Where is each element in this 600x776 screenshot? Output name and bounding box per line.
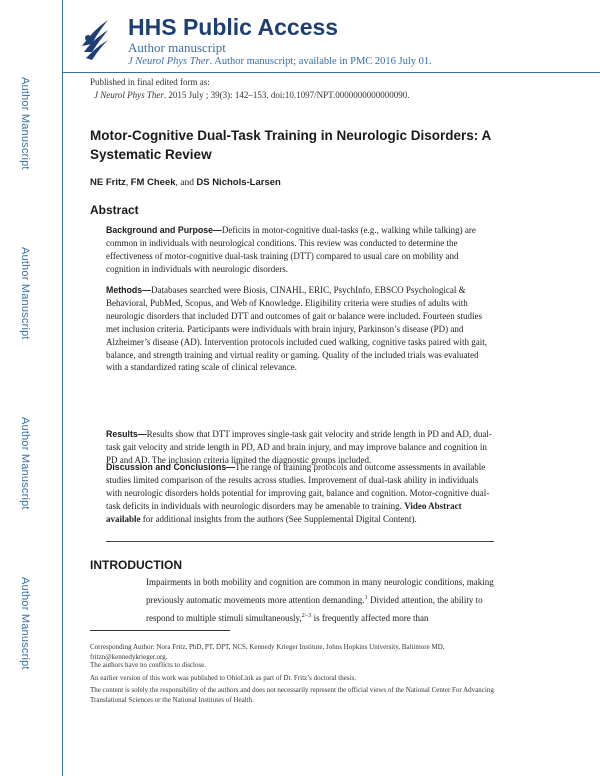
author-manuscript-subtitle: Author manuscript (128, 40, 226, 55)
citation-details: . 2015 July ; 39(3): 142–153. doi:10.1097/NPT.0000000000000090. (163, 90, 410, 100)
author-name[interactable]: FM Cheek (130, 177, 176, 188)
methods-lead: Methods— (106, 285, 151, 295)
author-separator: , (125, 178, 131, 188)
availability-text: . Author manuscript; available in PMC 2016 July 01. (209, 56, 432, 67)
footnote-conflicts: The authors have no conflicts to disclose. (90, 661, 207, 669)
results-lead: Results— (106, 429, 147, 439)
abstract-discussion (106, 461, 494, 526)
citation-line (94, 90, 410, 100)
citation-ref[interactable]: 2–3 (301, 612, 312, 619)
citation-journal: J Neurol Phys Ther (94, 90, 164, 100)
author-list (90, 177, 281, 188)
published-form-label: Published in final edited form as: (90, 77, 210, 87)
discussion-lead: Discussion and Conclusions— (106, 462, 236, 472)
intro-text-a: Impairments in both mobility and cognition are common in many neurologic conditions, making previously automatic movements more attention demanding. (146, 577, 494, 605)
hhs-eagle-logo-icon (78, 16, 112, 62)
footnote-earlier-version: An earlier version of this work was published to OhioLink as part of Dr. Fritz’s doctoral thesis. (90, 674, 356, 682)
header-divider (62, 72, 600, 73)
author-name[interactable]: DS Nichols-Larsen (196, 177, 281, 188)
sidebar-label-author-manuscript: Author Manuscript (19, 576, 31, 670)
public-access-title: HHS Public Access (128, 14, 339, 40)
article-title: Motor-Cognitive Dual-Task Training in Neurologic Disorders: A Systematic Review (90, 128, 491, 162)
footnote-disclaimer: The content is solely the responsibility of the authors and does not necessarily represent the official views of the National Center For Advancing Translational Sciences or the National Institutes of Health. (90, 686, 494, 704)
sidebar-label-author-manuscript: Author Manuscript (19, 416, 31, 510)
results-text: Results show that DTT improves single-task gait velocity and stride length in PD and AD, dual-task gait velocity and stride length in PD, AD and brain injury, and may improve balance and cognition in PD and AD. The inclusion criteria limited the diagnostic groups included. (106, 429, 492, 465)
intro-text-b: Divided attention, the ability to respond to multiple stimuli simultaneously, (146, 595, 483, 623)
video-abstract-link[interactable]: Video Abstract available (106, 500, 462, 524)
background-text: Deficits in motor-cognitive dual-tasks (e.g., walking while talking) are common in individuals with neurological conditions. This review was conducted to determine the effectiveness of motor-cognitive dual-task training (DTT) compared to usual care on mobility and cognition in individuals with neurologic disorders. (106, 225, 476, 274)
introduction-heading: INTRODUCTION (90, 558, 182, 572)
abstract-methods (106, 284, 494, 374)
footnote-rule (90, 630, 230, 631)
intro-text-c: is frequently affected more than (311, 613, 429, 623)
footnote-corresponding: Corresponding Author: Nora Fritz, PhD, PT, DPT, NCS, Kennedy Krieger Institute, Johns Hopkins University, Baltimore MD, fritzn@kennedykrieger.org. (90, 643, 445, 661)
sidebar-divider (62, 0, 63, 776)
methods-text: Databases searched were Biosis, CINAHL, ERIC, PsychInfo, EBSCO Psychological & Behavioral, PubMed, Scopus, and Web of Knowledge. Eligibility criteria were studies of adults with neurologic disorders that included DTT and outcomes of gait or balance were included. Fourteen studies met inclusion criteria. Participants were individuals with brain injury, Parkinson’s disease (PD) and Alzheimer’s disease (AD). Intervention protocols included cued walking, cognitive tasks paired with gait, balance, and strength training and virtual reality or gaming. Quality of the included trials was evaluated with a standardized rating scale of clinical relevance. (106, 285, 487, 373)
discussion-text: The range of training protocols and outcome assessments in available studies limited comparison of the results across studies. Improvement of dual-task ability in individuals with neurologic disorders holds potential for improving gait, balance and cognition. Motor-cognitive dual-task deficits in individuals with neurologic disorders may be amenable to training. (106, 462, 490, 511)
journal-availability (128, 56, 432, 67)
abstract-end-rule (106, 541, 494, 542)
abstract-heading: Abstract (90, 203, 139, 217)
sidebar-label-author-manuscript: Author Manuscript (19, 246, 31, 340)
background-lead: Background and Purpose— (106, 225, 222, 235)
introduction-paragraph (146, 575, 506, 626)
abstract-background (106, 224, 494, 276)
author-name[interactable]: NE Fritz (90, 177, 126, 188)
citation-ref[interactable]: 1 (364, 594, 368, 601)
sidebar-label-author-manuscript: Author Manuscript (19, 76, 31, 170)
video-abstract-rest: for additional insights from the authors (See Supplemental Digital Content). (140, 513, 417, 524)
journal-name: J Neurol Phys Ther (128, 56, 210, 67)
author-separator: , and (175, 178, 197, 188)
